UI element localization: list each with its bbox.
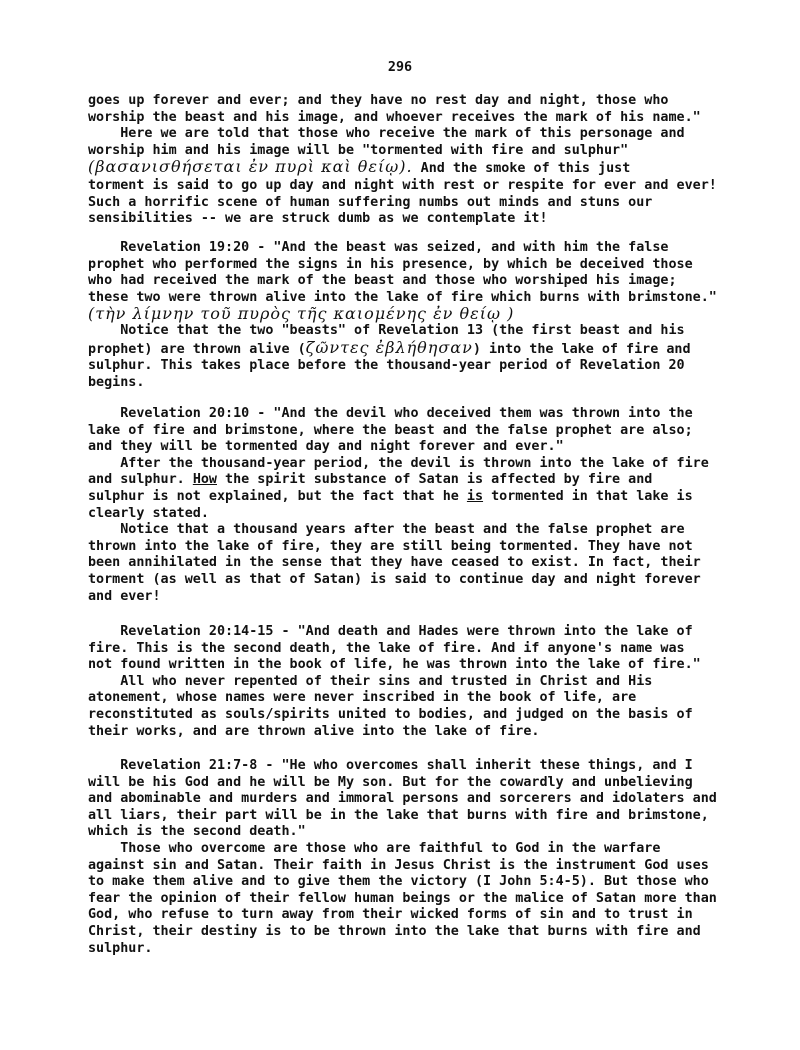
text-line: sensibilities -- we are struck dumb as we contemplate it! xyxy=(88,211,548,227)
text-line: clearly stated. xyxy=(88,505,209,521)
paragraph-revelation-21-7-8 xyxy=(88,758,728,957)
text-line: against sin and Satan. Their faith in Jesus Christ is the instrument God uses xyxy=(88,857,709,873)
text-line: worship the beast and his image, and whoever receives the mark of his name." xyxy=(88,109,701,125)
text-line xyxy=(88,489,728,506)
text-line: Revelation 20:14-15 - "And death and Hades were thrown into the lake of xyxy=(88,624,693,639)
text-run: prophet) are thrown alive ( xyxy=(88,341,306,357)
text-line xyxy=(88,159,728,178)
text-line: will be his God and he will be My son. But for the cowardly and unbelieving xyxy=(88,774,693,790)
text-line: their works, and are thrown alive into the lake of fire. xyxy=(88,723,540,739)
text-line: After the thousand-year period, the devil is thrown into the lake of fire xyxy=(88,455,709,471)
text-line: Those who overcome are those who are faithful to God in the warfare xyxy=(88,840,661,856)
text-line: who had received the mark of the beast and those who worshiped his image; xyxy=(88,273,677,289)
text-line: Notice that a thousand years after the beast and the false prophet are xyxy=(88,522,685,538)
text-line: and ever! xyxy=(88,588,161,604)
text-run: tormented in that lake is xyxy=(483,488,693,504)
text-line xyxy=(88,472,728,489)
text-line: torment is said to go up day and night with rest or respite for ever and ever! xyxy=(88,177,717,193)
text-line: Revelation 21:7-8 - "He who overcomes shall inherit these things, and I xyxy=(88,758,693,773)
text-line: which is the second death." xyxy=(88,824,306,840)
text-line: God, who refuse to turn away from their wicked forms of sin and to trust in xyxy=(88,907,693,923)
page-number: 296 xyxy=(387,60,413,75)
text-run: sulphur is not explained, but the fact that he xyxy=(88,488,467,504)
text-line: fear the opinion of their fellow human beings or the malice of Satan more than xyxy=(88,890,717,906)
text-run: and sulphur. xyxy=(88,472,193,488)
text-line: Christ, their destiny is to be thrown into the lake that burns with fire and xyxy=(88,923,701,939)
text-line: fire. This is the second death, the lake of fire. And if anyone's name was xyxy=(88,640,685,656)
text-line: goes up forever and ever; and they have no rest day and night, those who xyxy=(88,93,669,108)
text-line: been annihilated in the sense that they have ceased to exist. In fact, their xyxy=(88,555,701,571)
text-line: reconstituted as souls/spirits united to bodies, and judged on the basis of xyxy=(88,706,693,722)
text-line xyxy=(88,337,728,359)
text-line: Such a horrific scene of human suffering numbs out minds and stuns our xyxy=(88,194,653,210)
text-run: And the smoke of this just xyxy=(412,161,631,177)
text-line: lake of fire and brimstone, where the beast and the false prophet are also; xyxy=(88,422,693,438)
text-line: and they will be tormented day and night forever and ever." xyxy=(88,439,564,455)
text-run: ) into the lake of fire and xyxy=(472,341,691,357)
text-line: Revelation 20:10 - "And the devil who deceived them was thrown into the xyxy=(88,406,693,421)
text-line: to make them alive and to give them the victory (I John 5:4-5). But those who xyxy=(88,874,709,890)
text-line: Revelation 19:20 - "And the beast was seized, and with him the false xyxy=(88,240,669,255)
greek-phrase: ζῶντες ἐβλήθησαν xyxy=(305,337,473,357)
underlined-word: is xyxy=(466,488,484,504)
underlined-word: How xyxy=(192,472,217,488)
text-line: not found written in the book of life, he was thrown into the lake of fire." xyxy=(88,657,701,673)
text-run: the spirit substance of Satan is affected by fire and xyxy=(217,472,653,488)
text-line: thrown into the lake of fire, they are still being tormented. They have not xyxy=(88,538,693,554)
text-line: and abominable and murders and immoral persons and sorcerers and idolaters and xyxy=(88,791,717,807)
text-line: atonement, whose names were never inscribed in the book of life, are xyxy=(88,690,637,706)
text-line: worship him and his image will be "tormented with fire and sulphur" xyxy=(88,142,629,158)
text-line: all liars, their part will be in the lake that burns with fire and brimstone, xyxy=(88,807,709,823)
text-line: prophet who performed the signs in his presence, by which be deceived those xyxy=(88,256,693,272)
text-line: Here we are told that those who receive the mark of this personage and xyxy=(88,126,685,142)
text-line: All who never repented of their sins and trusted in Christ and His xyxy=(88,673,653,689)
greek-phrase: (βασανισθήσεται ἐν πυρὶ καὶ θείῳ). xyxy=(88,157,413,177)
text-line: these two were thrown alive into the lake of fire which burns with brimstone." xyxy=(88,289,717,305)
paragraph-revelation-14-continued xyxy=(88,93,728,228)
paragraph-revelation-19-20 xyxy=(88,240,728,391)
text-line: Notice that the two "beasts" of Revelation 13 (the first beast and his xyxy=(88,322,685,338)
text-line: sulphur. This takes place before the thousand-year period of Revelation 20 xyxy=(88,358,685,374)
text-line: begins. xyxy=(88,374,145,390)
greek-phrase: (τὴν λίμνην τοῦ πυρὸς τῆς καιομένης ἐν θείῳ ) xyxy=(88,304,515,324)
paragraph-revelation-20-10 xyxy=(88,406,728,605)
text-line: sulphur. xyxy=(88,940,153,956)
text-line: torment (as well as that of Satan) is said to continue day and night forever xyxy=(88,571,701,587)
paragraph-revelation-20-14-15 xyxy=(88,624,728,740)
